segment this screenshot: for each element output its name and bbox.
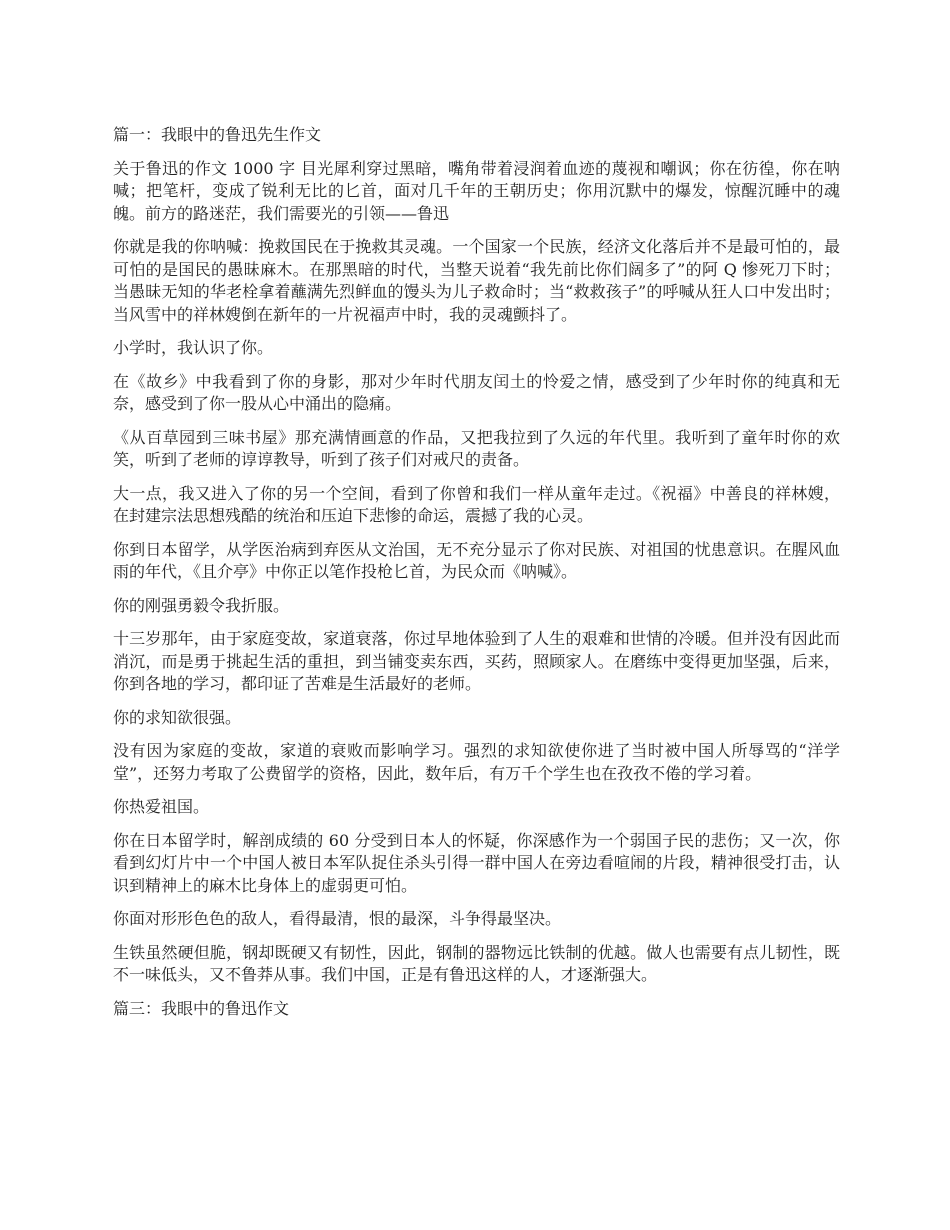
paragraph: 生铁虽然硬但脆，钢却既硬又有韧性，因此，钢制的器物远比铁制的优越。做人也需要有点儿韧性，既不一味低头，又不鲁莽从事。我们中国，正是有鲁迅这样的人，才逐渐强大。 bbox=[113, 942, 840, 984]
paragraph: 你的求知欲很强。 bbox=[113, 707, 242, 727]
section-heading-3: 篇三：我眼中的鲁迅作文 bbox=[113, 998, 290, 1018]
paragraph: 在《故乡》中我看到了你的身影，那对少年时代朋友闰土的怜爱之情，感受到了少年时你的纯真和无奈，感受到了你一股从心中涌出的隐痛。 bbox=[113, 371, 840, 413]
paragraph: 你面对形形色色的敌人，看得最清，恨的最深，斗争得最坚决。 bbox=[113, 909, 562, 928]
paragraph: 你到日本留学，从学医治病到弃医从文治国，无不充分显示了你对民族、对祖国的忧患意识。在腥风血雨的年代，《且介亭》中你正以笔作投枪匕首，为民众而《呐喊》。 bbox=[113, 539, 840, 581]
paragraph: 关于鲁迅的作文 1000 字 目光犀利穿过黑暗，嘴角带着浸润着血迹的蔑视和嘲讽；你在彷徨，你在呐喊；把笔杆，变成了锐利无比的匕首，面对几千年的王朝历史；你用沉默中的爆发，惊醒沉睡中的魂魄。前方的路迷茫，我们需要光的引领——鲁迅 bbox=[113, 158, 840, 223]
section-heading-1: 篇一：我眼中的鲁迅先生作文 bbox=[113, 125, 322, 144]
paragraph: 没有因为家庭的变故，家道的衰败而影响学习。强烈的求知欲使你进了当时被中国人所辱骂的“洋学堂”，还努力考取了公费留学的资格，因此，数年后，有万千个学生也在孜孜不倦的学习着。 bbox=[113, 741, 840, 783]
paragraph: 十三岁那年，由于家庭变故，家道衰落，你过早地体验到了人生的艰难和世情的冷暖。但并没有因此而消沉，而是勇于挑起生活的重担，到当铺变卖东西，买药，照顾家人。在磨练中变得更加坚强，后来，你到各地的学习，都印证了苦难是生活最好的老师。 bbox=[113, 629, 840, 693]
paragraph: 你热爱祖国。 bbox=[113, 797, 210, 816]
paragraph: 小学时，我认识了你。 bbox=[113, 338, 274, 357]
paragraph: 你的刚强勇毅令我折服。 bbox=[113, 595, 290, 615]
paragraph: 《从百草园到三味书屋》那充满情画意的作品，又把我拉到了久远的年代里。我听到了童年时你的欢笑，听到了老师的谆谆教导，听到了孩子们对戒尺的责备。 bbox=[113, 427, 840, 469]
paragraph: 你就是我的你呐喊：挽救国民在于挽救其灵魂。一个国家一个民族，经济文化落后并不是最可怕的，最可怕的是国民的愚昧麻木。在那黑暗的时代，当整天说着“我先前比你们阔多了”的阿 Q 惨死刀下时；当愚昧无知的华老栓拿着蘸满先烈鲜血的馒头为儿子救命时；当“救救孩子”的呼喊从狂人口中发出时；当风雪中的祥林嫂倒在新年的一片祝福声中时，我的灵魂颤抖了。 bbox=[113, 237, 840, 324]
document-body bbox=[113, 124, 840, 1031]
paragraph: 你在日本留学时，解剖成绩的 60 分受到日本人的怀疑，你深感作为一个弱国子民的悲伤；又一次，你看到幻灯片中一个中国人被日本军队捉住杀头引得一群中国人在旁边看喧闹的片段，精神很受打击，认识到精神上的麻木比身体上的虚弱更可怕。 bbox=[113, 830, 840, 895]
paragraph: 大一点，我又进入了你的另一个空间，看到了你曾和我们一样从童年走过。《祝福》中善良的祥林嫂，在封建宗法思想残酷的统治和压迫下悲惨的命运，震撼了我的心灵。 bbox=[113, 483, 840, 525]
